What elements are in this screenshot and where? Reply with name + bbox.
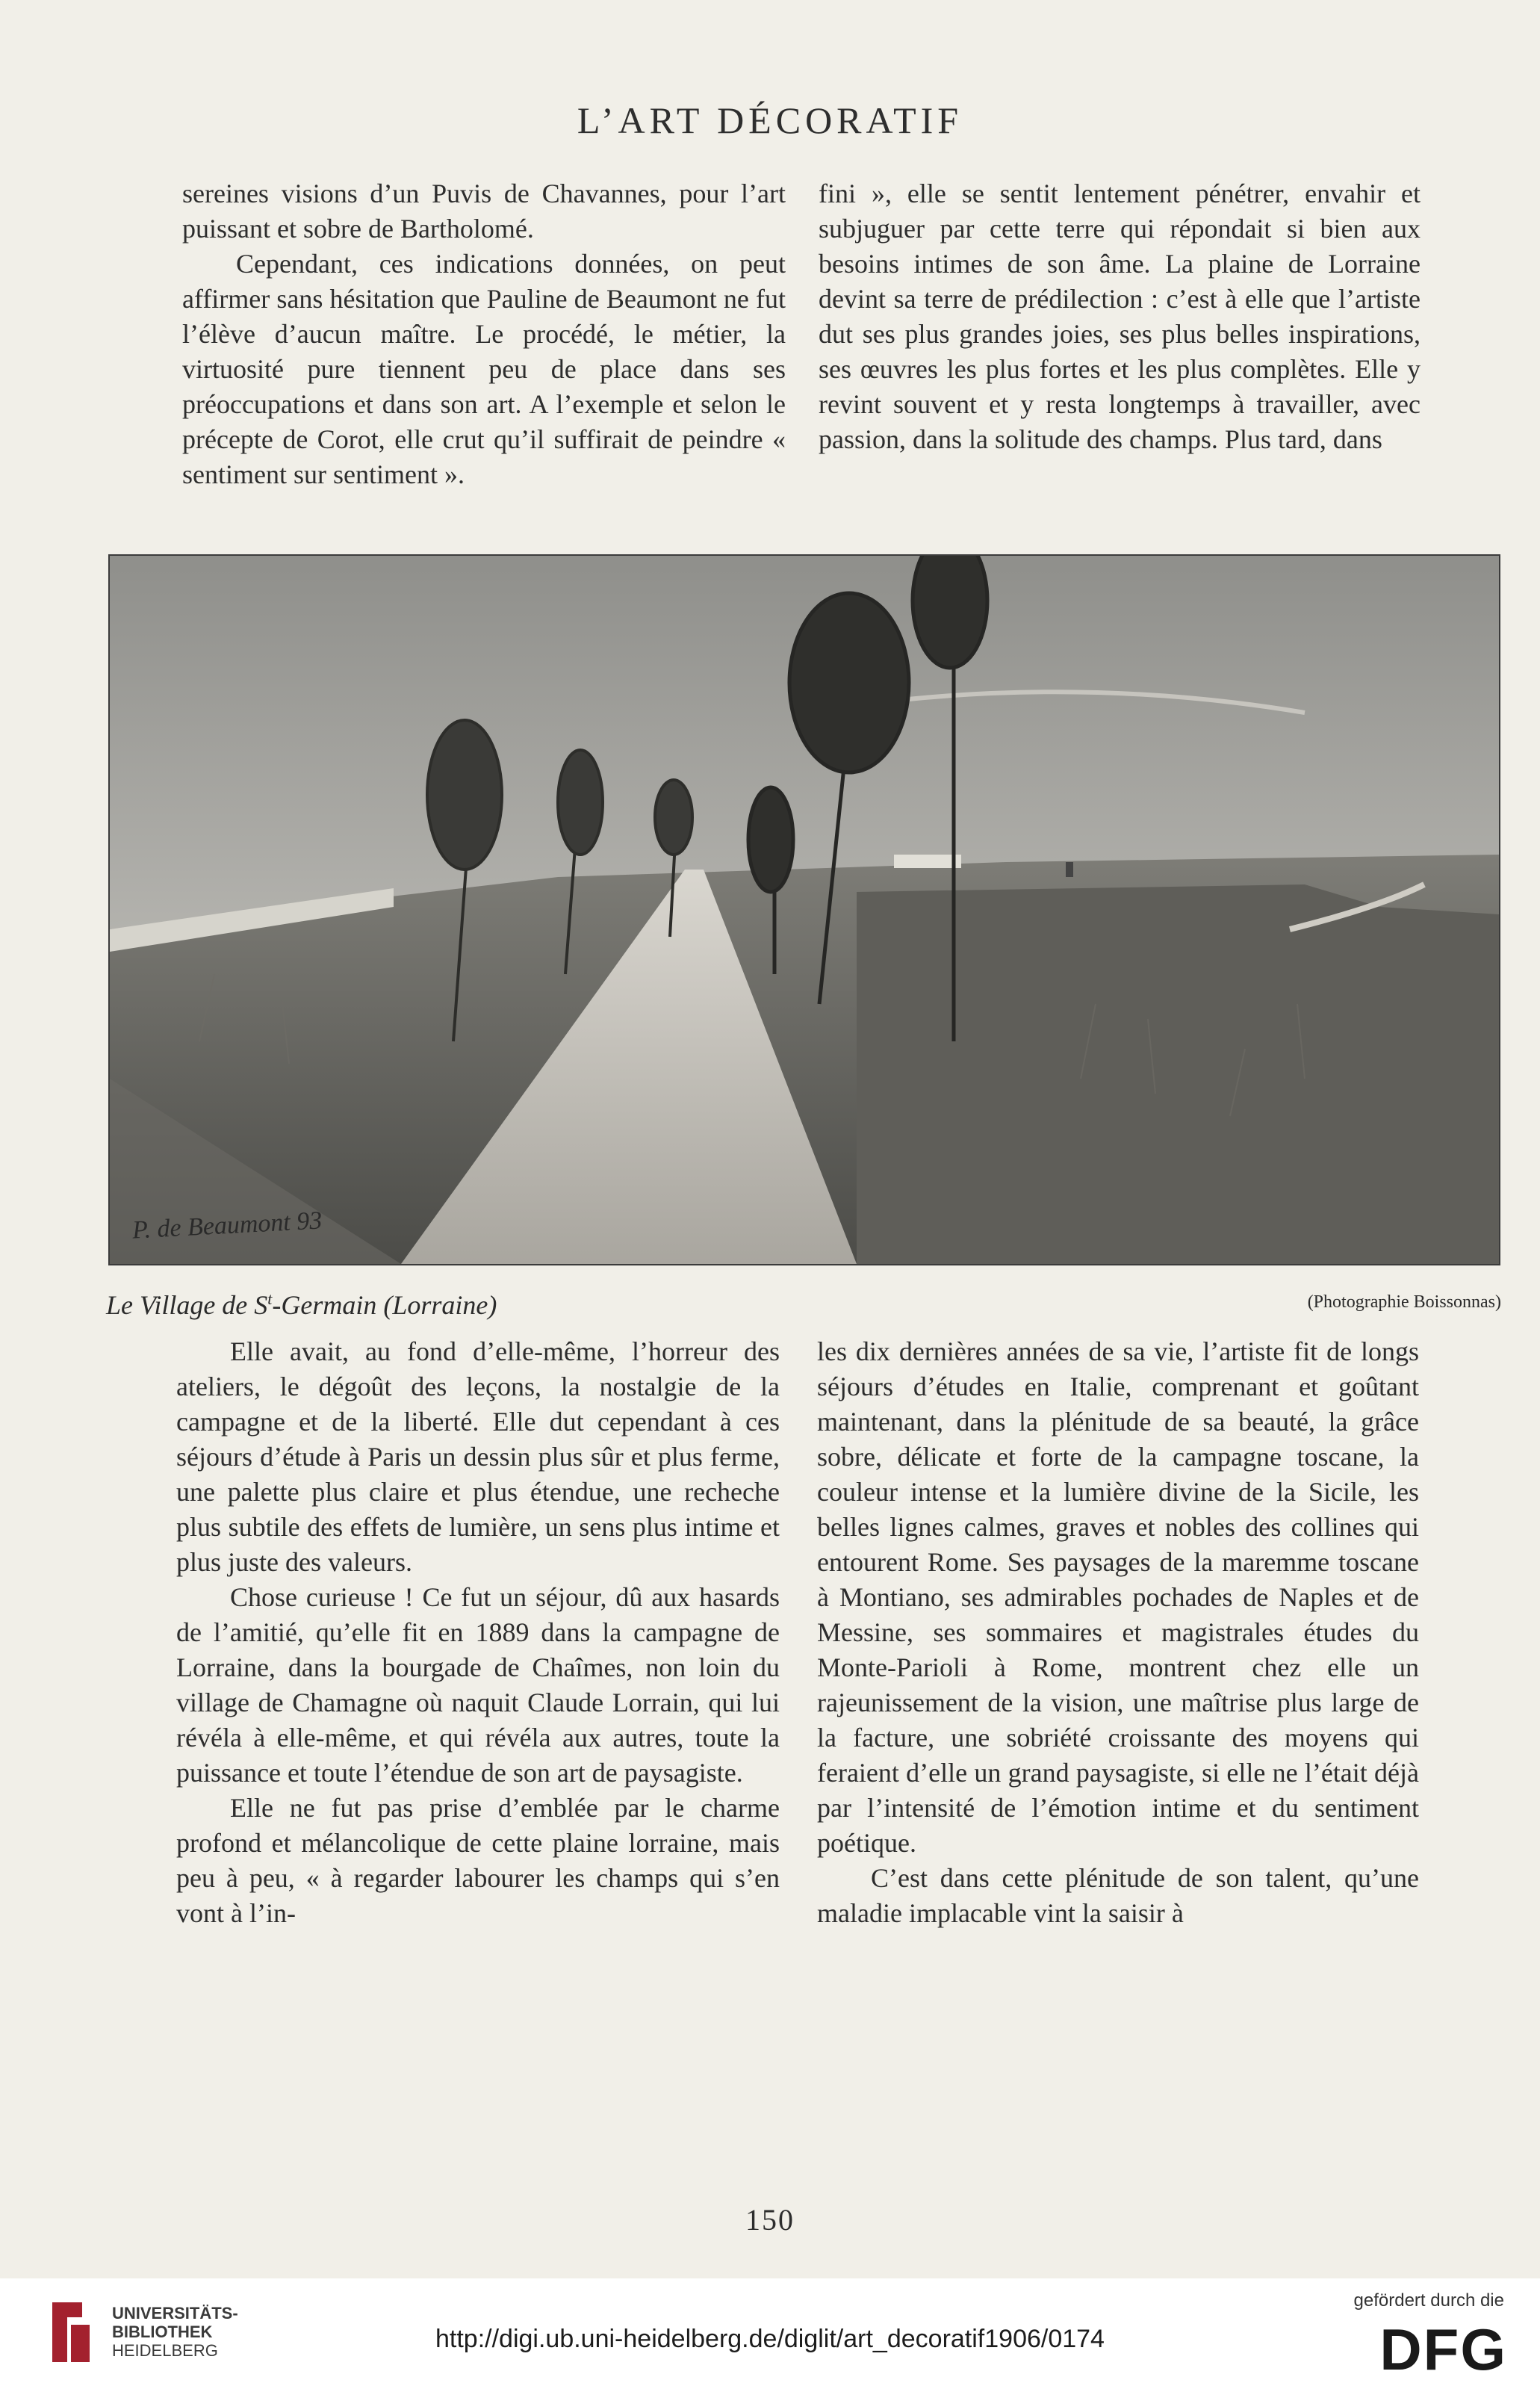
text-column-bottom-right	[817, 1334, 1419, 1931]
text-column-bottom-left	[176, 1334, 780, 1931]
library-name: UNIVERSITÄTS- BIBLIOTHEK HEIDELBERG	[112, 2304, 238, 2360]
paragraph: Cependant, ces indications données, on peut affirmer sans hésitation que Pauline de Beaumont ne fut l’élève d’aucun maître. Le procédé, le métier, la virtuosité pure tiennent peu de place dans ses préoccupations et dans son art. A l’exemple et selon le précepte de Corot, elle crut qu’il suffirait de peindre « sentiment sur sentiment ».	[182, 249, 786, 489]
running-header: L’ART DÉCORATIF	[577, 99, 963, 141]
source-url-link[interactable]: http://digi.ub.uni-heidelberg.de/diglit/art_decoratif1906/0174	[435, 2325, 1105, 2353]
page-number: 150	[745, 2203, 795, 2237]
paragraph: sereines visions d’un Puvis de Chavannes, pour l’art puissant et sobre de Bartholomé.	[182, 179, 786, 244]
dfg-logo: DFG	[1379, 2317, 1507, 2382]
paragraph: Elle ne fut pas prise d’emblée par le charme profond et mélancolique de cette plaine lorraine, mais peu à peu, « à regarder labourer les champs qui s’en vont à l’in-	[176, 1793, 780, 1928]
text-column-top-right	[819, 176, 1421, 457]
paragraph: fini », elle se sentit lentement pénétrer, envahir et subjuguer par cette terre qui répondait si bien aux besoins intimes de son âme. La plaine de Lorraine devint sa terre de prédilection : c’est à elle que l’artiste dut ses plus grandes joies, ses plus belles inspirations, ses œuvres les plus fortes et les plus complètes. Elle y revint souvent et y resta longtemps à travailler, avec passion, dans la solitude des champs. Plus tard, dans	[819, 179, 1421, 454]
paragraph: Elle avait, au fond d’elle-même, l’horreur des ateliers, le dégoût des leçons, la nostalgie de la campagne et de la liberté. Elle dut cependant à ces séjours d’étude à Paris un dessin plus sûr et plus ferme, une palette plus claire et plus étendue, une recheche plus subtile des effets de lumière, un sens plus intime et plus juste des valeurs.	[176, 1336, 780, 1577]
funding-label: gefördert durch die	[1353, 2290, 1504, 2311]
text-column-top-left	[182, 176, 786, 492]
paragraph: les dix dernières années de sa vie, l’artiste fit de longs séjours d’études en Italie, comprenant et goûtant maintenant, dans la plénitude de sa beauté, la grâce sobre, délicate et forte de la campagne toscane, la couleur intense et la lumière divine de la Sicile, les belles lignes calmes, graves et nobles des collines qui entourent Rome. Ses paysages de la maremme toscane à Montiano, ses admirables pochades de Naples et de Messine, ses sommaires et magistrales études du Monte-Parioli à Rome, montrent chez elle un rajeunissement de la vision, une maîtrise plus large de la facture, une sobriété croissante des moyens qui feraient d’elle un grand paysagiste, si elle ne l’était déjà par l’intensité de l’émotion intime et du sentiment poétique.	[817, 1336, 1419, 1858]
paragraph: Chose curieuse ! Ce fut un séjour, dû aux hasards de l’amitié, qu’elle fit en 1889 dans la campagne de Lorraine, dans la bourgade de Chaîmes, non loin du village de Chamagne où naquit Claude Lorrain, qui lui révéla à elle-même, et qui révéla aux autres, toute la puissance et toute l’étendue de son art de paysagiste.	[176, 1582, 780, 1788]
painting-illustration	[108, 554, 1500, 1265]
paragraph: C’est dans cette plénitude de son talent, qu’une maladie implacable vint la saisir à	[817, 1863, 1419, 1928]
painter-signature: P. de Beaumont 93	[131, 1206, 323, 1245]
digitization-footer	[0, 2278, 1540, 2386]
photo-credit: (Photographie Boissonnas)	[1307, 1292, 1501, 1312]
figure-caption: Le Village de $S^t$-Germain (Lorraine)	[106, 1289, 497, 1320]
